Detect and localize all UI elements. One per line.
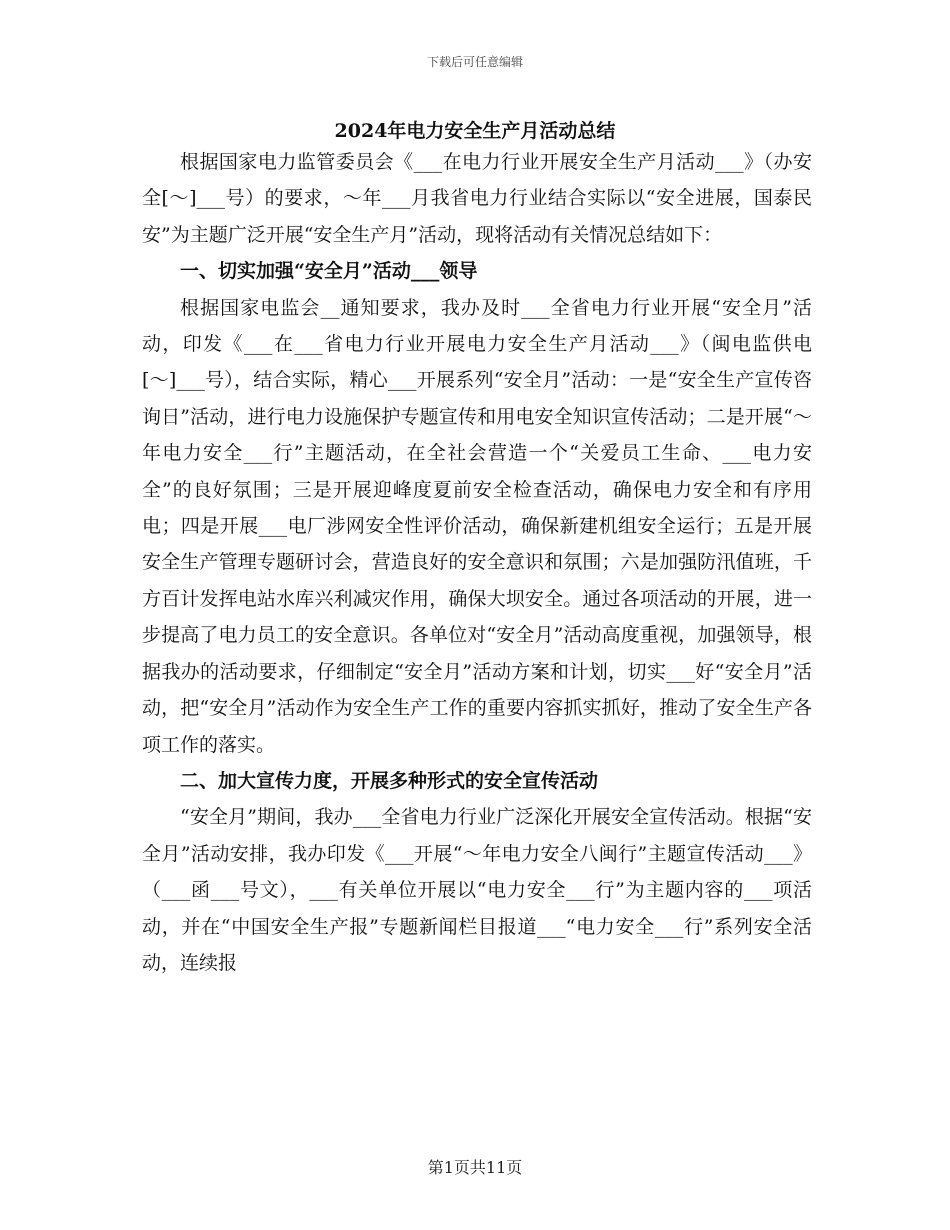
document-body bbox=[142, 144, 812, 981]
page-number-footer: 第1页共11页 bbox=[427, 1158, 523, 1177]
document-title: 2024年电力安全生产月活动总结 bbox=[334, 120, 616, 142]
section-heading-1: 一、切实加强“安全月”活动___领导 bbox=[180, 260, 478, 283]
page-header-note: 下载后可任意编辑 bbox=[426, 55, 523, 69]
section-2-paragraph: “安全月”期间，我办___全省电力行业广泛深化开展安全宣传活动。根据“安全月”活动安排，我办印发《___开展“～年电力安全八闽行”主题宣传活动___》（___函___号文），___有关单位开展以“电力安全___行”为主题内容的___项活动，并在“中国安全生产报”专题新闻栏目报道___“电力安全___行”系列安全活动，连续报 bbox=[142, 806, 812, 974]
intro-paragraph: 根据国家电力监管委员会《___在电力行业开展安全生产月活动___》（办安全[～]___号）的要求，～年___月我省电力行业结合实际以“安全进展，国泰民安”为主题广泛开展“安全生产月”活动，现将活动有关情况总结如下： bbox=[142, 151, 812, 246]
section-1-paragraph: 根据国家电监会__通知要求，我办及时___全省电力行业开展“安全月”活动，印发《___在___省电力行业开展电力安全生产月活动___》（闽电监供电[～]___号），结合实际，精心___开展系列“安全月”活动：一是“安全生产宣传咨询日”活动，进行电力设施保护专题宣传和用电安全知识宣传活动；二是开展“～年电力安全___行”主题活动，在全社会营造一个“关爱员工生命、___电力安全”的良好氛围；三是开展迎峰度夏前安全检查活动，确保电力安全和有序用电；四是开展___电厂涉网安全性评价活动，确保新建机组安全运行；五是开展安全生产管理专题研讨会，营造良好的安全意识和氛围；六是加强防汛值班，千方百计发挥电站水库兴利减灾作用，确保大坝安全。通过各项活动的开展，进一步提高了电力员工的安全意识。各单位对“安全月”活动高度重视，加强领导，根据我办的活动要求，仔细制定“安全月”活动方案和计划，切实___好“安全月”活动，把“安全月”活动作为安全生产工作的重要内容抓实抓好，推动了安全生产各项工作的落实。 bbox=[142, 296, 812, 756]
section-heading-2: 二、加大宣传力度，开展多种形式的安全宣传活动 bbox=[180, 769, 599, 792]
